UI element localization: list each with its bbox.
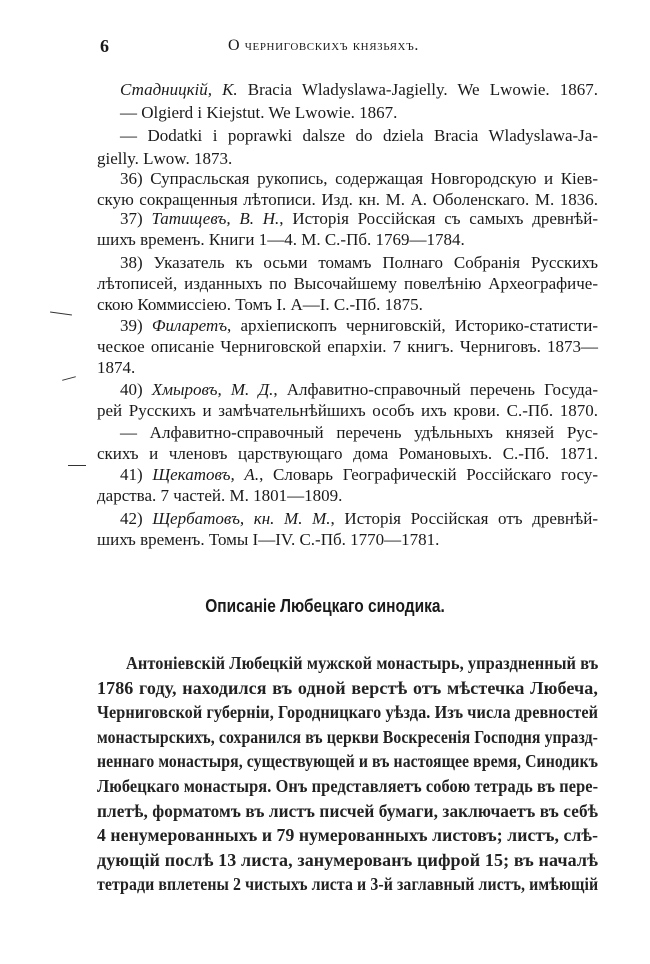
entry-text: , Исторія Россійская отъ древнѣй- [330,509,598,528]
bibliography-line [120,465,598,485]
bibliography-line [97,230,598,250]
entry-text: ческое описаніе Черниговской епархіи. 7 книгъ. Черниговъ. 1873— [97,337,598,356]
entry-text: — Olgierd i Kiejstut. We Lwowie. 1867. [120,103,398,122]
paragraph-line: плетѣ, форматомъ въ листъ писчей бумаги, заключаетъ въ себѣ [97,800,599,821]
author-name: Стадницкій, К. [120,80,238,99]
author-name: Татищевъ, В. Н. [151,209,280,228]
bibliography-line [120,103,598,123]
paragraph-line: 4 ненумерованныхъ и 79 нумерованныхъ листовъ; листъ, слѣ- [97,825,599,846]
entry-text: 42) [120,509,153,528]
entry-text: gielly. Lwow. 1873. [97,149,233,168]
bibliography-line [97,190,598,210]
paragraph-line: Черниговской губерніи, Городницкаго уѣзда. Изъ числа древностей [97,702,599,723]
entry-text: лѣтописей, изданныхъ по Высочайшему повелѣнію Археографиче- [97,274,598,293]
author-name: Щербатовъ, кн. М. М. [152,509,331,528]
entry-text: 36) Супрасльская рукопись, содержащая Новгородскую и Кіев- [120,169,598,188]
paragraph-line: дующій послѣ 13 листа, занумерованъ цифрой 15; въ началѣ [97,849,598,870]
paragraph-line: неннаго монастыря, существующей и въ настоящее время, Синодикъ [97,751,598,772]
bibliography-line [97,149,598,169]
entry-text: , Алфавитно-справочный перечень Госуда- [273,380,598,399]
page-number: 6 [100,36,109,56]
entry-text: 41) [120,465,153,484]
entry-text: рей Русскихъ и замѣчательнѣйшихъ особъ ихъ крови. С.-Пб. 1870. [97,401,598,420]
entry-text: скою Коммиссіею. Томъ I. А—I. С.-Пб. 1875. [97,295,423,314]
author-name: Хмыровъ, М. Д. [151,380,274,399]
bibliography-line [120,253,598,273]
entry-text: — Алфавитно-справочный перечень удѣльныхъ князей Рус- [120,423,598,442]
paragraph-line: монастырскихъ, сохранился въ церкви Воскресенія Господня упразд- [97,726,598,747]
entry-text: 37) [120,209,152,228]
entry-text: — Dodatki i poprawki dalsze do dziela Bracia Wladyslawa-Ja- [120,126,598,145]
bibliography-line [97,274,598,294]
entry-text: 40) [120,380,152,399]
entry-text: 38) Указатель къ осьми томамъ Полнаго Собранія Русскихъ [120,253,598,272]
bibliography-line [120,423,598,443]
bibliography-line [97,530,598,550]
bibliography-line [97,337,598,357]
running-title: О черниговскихъ князьяхъ. [228,37,420,54]
entry-text: , Исторія Россійская съ самыхъ древнѣй- [279,209,598,228]
paragraph-line: Антоніевскій Любецкій мужской монастырь, упраздненный въ [126,653,599,673]
author-name: Филаретъ [151,316,228,335]
paragraph-line: Любецкаго монастыря. Онъ представляетъ собою тетрадь въ пере- [97,776,599,796]
entry-text: скую сокращенныя лѣтописи. Изд. кн. М. А. Оболенскаго. М. 1836. [97,190,598,209]
entry-text: 39) [120,316,152,335]
entry-text: , Словарь Географическій Россійскаго госу- [259,465,598,484]
entry-text: дарства. 7 частей. М. 1801—1809. [97,486,343,505]
bibliography-line [120,509,598,529]
author-name: Щекатовъ, А. [152,465,260,484]
bibliography-line [120,126,598,146]
bibliography-line [120,169,598,189]
bibliography-line [97,486,598,506]
margin-mark [50,311,72,315]
entry-text: скихъ и членовъ царствующаго дома Романовыхъ. С.-Пб. 1871. [97,444,598,463]
margin-mark [62,376,76,381]
entry-text: Bracia Wladyslawa-Jagielly. We Lwowie. 1867. [237,80,598,99]
entry-text: шихъ временъ. Книги 1—4. М. С.-Пб. 1769—1784. [97,230,465,249]
bibliography-line [120,209,598,229]
entry-text: 1874. [97,358,136,377]
entry-text: шихъ временъ. Томы I—IV. С.-Пб. 1770—1781. [97,530,440,549]
section-heading: Описаніе Любецкаго синодика. [205,596,445,616]
bibliography-line [97,358,598,378]
margin-mark [68,465,86,466]
entry-text: , архіепископъ черниговскій, Историко-статисти- [227,316,598,335]
bibliography-line [120,316,598,336]
bibliography-line [120,80,598,100]
bibliography-line [97,444,598,464]
bibliography-line [97,295,598,315]
paragraph-line: 1786 году, находился въ одной верстѣ отъ мѣстечка Любеча, [97,677,598,698]
bibliography-line [97,401,598,421]
paragraph-line: тетради вплетены 2 чистыхъ листа и 3-й заглавный листъ, имѣющій [97,874,599,895]
bibliography-line [120,380,598,400]
